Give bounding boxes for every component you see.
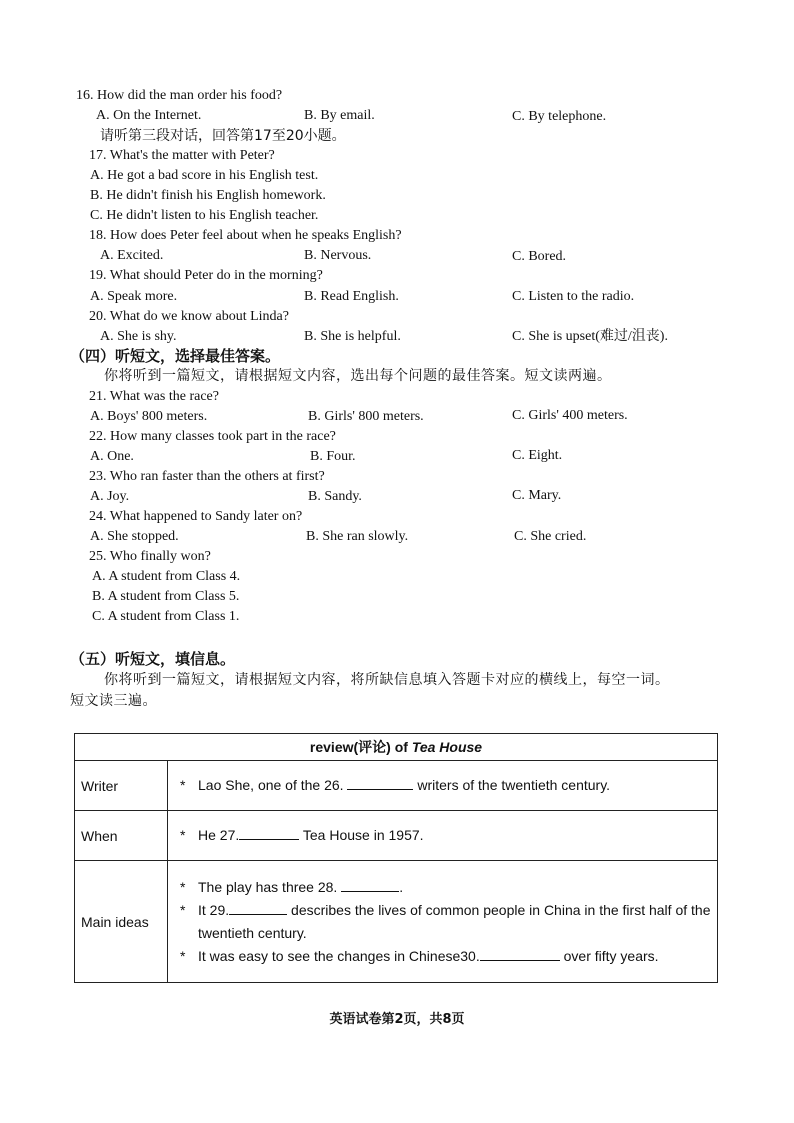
q21-option-c: C. Girls' 400 meters. [512,408,628,423]
q22-option-c: C. Eight. [512,448,563,463]
question-21: 21. What was the race? [89,389,219,404]
dialogue3-instruction: 请听第三段对话，回答第17至20小题。 [100,128,346,144]
q17-option-a: A. He got a bad score in his English test. [90,168,319,183]
question-16: 16. How did the man order his food? [76,88,283,103]
review-table-title: review(评论) of Tea House [75,734,718,761]
section-4-instruction: 你将听到一篇短文，请根据短文内容，选出每个问题的最佳答案。短文读两遍。 [104,368,612,384]
q19-option-b: B. Read English. [304,289,399,304]
question-18: 18. How does Peter feel about when he speaks English? [89,228,402,243]
q21-option-b: B. Girls' 800 meters. [308,409,424,424]
q24-option-a: A. She stopped. [90,529,179,544]
q16-option-c: C. By telephone. [512,109,607,124]
q18-option-a: A. Excited. [100,248,164,263]
question-19: 19. What should Peter do in the morning? [89,268,323,283]
blank-26[interactable] [347,775,413,790]
q22-option-a: A. One. [90,449,134,464]
section-5-instruction-line1: 你将听到一篇短文，请根据短文内容，将所缺信息填入答题卡对应的横线上，每空一词。 [104,672,670,688]
q20-option-c: C. She is upset(难过/沮丧). [512,329,668,344]
section-4-title: （四）听短文，选择最佳答案。 [70,347,281,365]
question-22: 22. How many classes took part in the race? [89,429,336,444]
q23-option-a: A. Joy. [90,489,130,504]
q24-option-b: B. She ran slowly. [306,529,409,544]
question-17: 17. What's the matter with Peter? [89,148,275,163]
q20-option-a: A. She is shy. [100,329,177,344]
when-cell: * He 27. Tea House in 1957. [168,811,718,861]
q19-option-a: A. Speak more. [90,289,178,304]
main-idea-2: * It 29. describes the lives of common people in China in the first half of the twentieth century. [174,899,711,945]
section-5-title: （五）听短文，填信息。 [70,650,236,668]
q25-option-b: B. A student from Class 5. [92,589,240,604]
main-idea-3: * It was easy to see the changes in Chinese30. over fifty years. [174,945,711,968]
writer-label: Writer [75,761,168,811]
q23-option-b: B. Sandy. [308,489,362,504]
q16-option-b: B. By email. [304,108,375,123]
q16-option-a: A. On the Internet. [96,108,202,123]
question-24: 24. What happened to Sandy later on? [89,509,303,524]
question-25: 25. Who finally won? [89,549,211,564]
play-title: Tea House [411,739,483,755]
blank-29[interactable] [229,900,287,915]
review-table [74,733,718,983]
q23-option-c: C. Mary. [512,488,562,503]
q22-option-b: B. Four. [310,449,356,464]
q21-option-a: A. Boys' 800 meters. [90,409,208,424]
q19-option-c: C. Listen to the radio. [512,289,635,304]
main-ideas-cell [168,861,718,983]
q18-option-c: C. Bored. [512,249,567,264]
writer-cell: * Lao She, one of the 26. writers of the twentieth century. [168,761,718,811]
main-ideas-label: Main ideas [75,861,168,983]
q17-option-c: C. He didn't listen to his English teacher. [90,208,319,223]
q20-option-b: B. She is helpful. [304,329,401,344]
section-5-instruction-line2: 短文读三遍。 [70,693,157,709]
q25-option-c: C. A student from Class 1. [92,609,240,624]
page-footer: 英语试卷第2页，共8页 [329,1012,465,1027]
main-idea-1: * The play has three 28. . [174,876,711,899]
blank-30[interactable] [480,946,560,961]
question-23: 23. Who ran faster than the others at first? [89,469,325,484]
q18-option-b: B. Nervous. [304,248,372,263]
q24-option-c: C. She cried. [514,529,587,544]
blank-28[interactable] [341,877,399,892]
question-20: 20. What do we know about Linda? [89,309,289,324]
when-label: When [75,811,168,861]
blank-27[interactable] [239,825,299,840]
q17-option-b: B. He didn't finish his English homework. [90,188,326,203]
q25-option-a: A. A student from Class 4. [92,569,241,584]
